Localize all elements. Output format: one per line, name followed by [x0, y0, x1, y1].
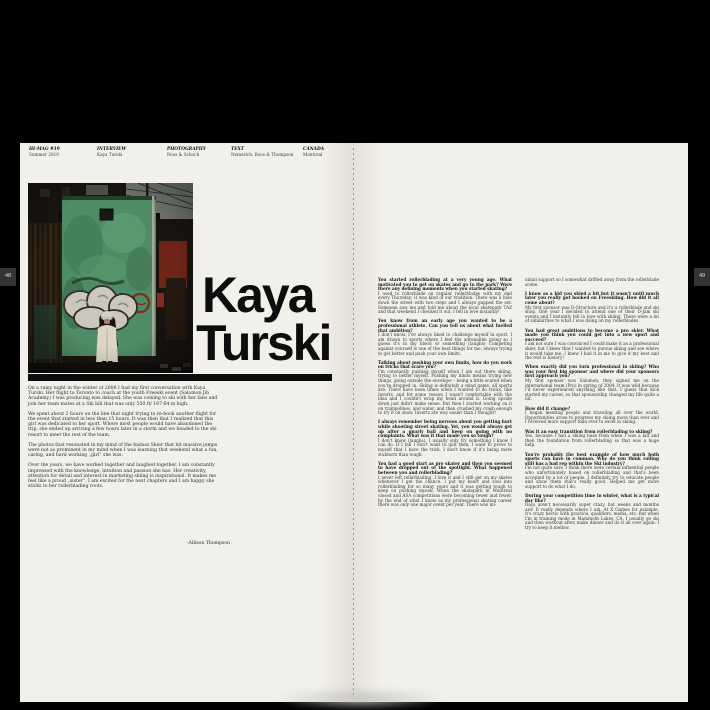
alley-graffiti-photo-illustration [28, 183, 193, 373]
intro-paragraph: The photos that resonated in my mind of the badass Skier that hit massive jumps were not as prominent in my mind when I was learning that weekend what a fun, caring, and hard working „girl“ she was. [28, 442, 218, 459]
qa-block [525, 292, 659, 324]
qa-block [525, 494, 659, 531]
credit-column [303, 147, 375, 157]
credit-column [97, 147, 169, 157]
magazine-spread [20, 143, 688, 702]
qa-block [378, 319, 512, 356]
interview-answer: I don't know (laughs). I usually only try something I know I can do. If I fall I don't want to quit then, I want to prove to myself that I have the trick. I don't know if it's being more stubborn than tough. [378, 437, 512, 457]
interview-answer: Days aren't necessarily super crazy, but weeks and months are! It really depends where I am. At X Games for example, it's crazy hectic with practice, qualifiers, media, etc. But when I'm in training mode in Mammoth Lakes, CA, I usually go ski and then workout after, make dinner and do it all over again. I try to keep it mellow. [525, 502, 659, 531]
intro-paragraph: Over the years, we have worked together and laughed together. I am constantly impressed with the knowledge, intuition and passion she has. Her creativity, attention for detail and interest in marketing skiing is inspirational. It makes me feel like a proud „sister“. I am excited for the next chapters and I am happy she sticks to her rollerblading roots. [28, 463, 217, 490]
qa-block [525, 278, 659, 287]
interview-answer: nimal support so I somewhat drifted away from the rollerblade scene. [525, 277, 659, 287]
credit-label: PHOTOGRAPHY [167, 147, 206, 152]
interview-answer: I don't know. I've always liked to challenge myself in sport. I am drawn to sports where I feel the adrenaline going so I guess it's in my blood or something (laughs) Competing against yourself is one of the best things for me, always trying to get better and push your own limits. [378, 332, 512, 356]
credit-value: Summer 2010 [29, 152, 59, 157]
interview-question: I know as a kid you skied a bit but it wasn't until much later you really got hooked on Freeskiing. How did it all come about? [525, 290, 659, 305]
qa-block [525, 430, 659, 448]
interview-answer: I am not sure I was convinced I could make it as a professional skier, but I knew that I wanted to pursue skiing and see where it would take me. I knew I had it in me to give it my best and the rest is history! [525, 341, 659, 361]
qa-block [525, 365, 659, 402]
interview-answer: My first sponsor was D-Structure and it's a rollerblade and ski shop. One year I decided to attend one of their D-Jam ski events and I instantly fell in love with skiing. There were a lot of similarities to what I was doing on my rollerblades. [525, 304, 659, 324]
interview-answer: I'm constantly pushing myself when I am out there skiing, trying to better myself. Pushing my limits means trying new things, going outside the envelope – being a little scared when you're dropped in. Skiing is definitely a mind game, all sports are. There have been times when I wanted to do tricks, like inverts, and for some reason I wasn't comfortable with the idea and I couldn't wrap my head around it. Going upside down just didn't make sense. But then I started working on it on trampolines, and water, and then crushed my crash enough to try it on snow. Inverts are way easier than I thought! [378, 368, 512, 416]
qa-block [378, 278, 512, 315]
credit-value: Roos & Schoch [167, 152, 200, 157]
qa-block [525, 329, 659, 361]
interview-answer: I began meeting people and traveling all over the world. Opportunities arose to progress my skiing more than ever and I received more support than ever to excel in skiing. [525, 410, 659, 425]
interview-answer: I'm not quite sure. I think there were certain influential people who unfortunately based on rollerblading and that's been accepted by a lot of people. I definitely try to educate people and show them that's really good. Helped me get more support to do what I do. [525, 465, 659, 489]
title-underline-rule [28, 374, 332, 381]
interview-question: You know from an early age you wanted to be a professional athlete. Can you tell us about what fuelled that ambition? [378, 318, 512, 333]
interview-question: When exactly did you turn professional in skiing? Who was your first big sponsor and where did your sponsors first approach you? [525, 364, 659, 379]
interview-question: During your competition time in winter, what is a typical day like? [525, 492, 659, 503]
credit-column [29, 147, 101, 157]
credit-value: Kaya Turski [97, 152, 123, 157]
interview-question: Was it an easy transition from rollerblading to skiing? [525, 428, 653, 434]
interview-answer: Yes, because I had a skiing base from when I was a kid and then the foundation from rollerblading so that was a huge help. [525, 433, 659, 448]
credit-value: Montreal [303, 152, 323, 157]
page-fold-line [353, 148, 354, 697]
intro-paragraph: We spent about 2 hours on the line that night trying to re-book another flight for the event that started in less than 15 hours. It was then that I realized that this girl was dedicated to her sport. Where most people would have abandoned the trip, she ended up arriving a few hours later in a storm and we headed to the ski resort to meet the rest of the team. [28, 411, 217, 438]
page-title-line2: Turski [196, 315, 331, 371]
interview-question: How did it change? [525, 405, 571, 411]
intro-paragraph: On a rainy night in the winter of 2008 I had my first conversation with Kaya Turski. Her flight to Toronto to coach at the youth Freeski event (Salomon Jib Academy) I was producing was delayed. She was coming to ski with her fans and join her team mates at a Ski hill that was only 550 ft/ 167.64 m high. [28, 386, 218, 407]
credit-label: INTERVIEW [97, 147, 127, 152]
interview-question: You're probably the best example of how much both sports can have in common. Why do you think rolling still has a bad rep within the Ski industry? [525, 451, 659, 466]
spine-reflection [272, 687, 448, 710]
page-title-line1: Kaya [202, 267, 314, 323]
credit-value: Nemerich, Roos & Thompson [231, 152, 294, 157]
page-number-tab-left: 48 [0, 268, 16, 286]
interview-column-1 [378, 278, 512, 512]
page-number-tab-right: 49 [694, 268, 710, 286]
credit-label: TEXT [231, 147, 245, 152]
alley-graffiti-photo [28, 183, 193, 373]
interview-answer: I used to rollerblade on regular rollerblades with my dad every Thursday; it was kind of our tradition. There was a hole down the street with two steps and I always gapped the set. Someone saw me and told me about the local skatepark TAZ and that weekend I checked it out. I fell in love instantly! [378, 290, 512, 315]
interview-answer: My first sponsor was Salomon; they signed me on the international team (Pro) in spring of 2004. It was wild because I'd never experienced anything like that. I guess that kick started my career, so that sponsorship changed my life quite a bit. [525, 378, 659, 402]
qa-block [378, 462, 512, 508]
interview-question: Talking about pushing your own limits, how do you work on tricks that scare you? [378, 359, 512, 370]
interview-column-2 [525, 278, 659, 535]
interview-answer: I never left rollerblading. I love it and I still get on my skates whenever I get the chance. I put my heart and soul into rollerblading for so many years and it was getting tough to keep on pushing myself. When the skatepark in Montreal closed and ASA competitions were becoming fewer and fewer, by the end of what I knew as my professional skating career there was only one major event per year. There was mi- [378, 474, 512, 508]
interview-question: You had a good start as pro skater and then you seemed to have dropped out of the spotlight. What happened between you and rollerblading? [378, 460, 512, 475]
credit-label: CANADA [303, 147, 325, 152]
interview-question: I always remember being nervous about you getting hurt while shooting street skating. Yet, you would always get up after a gnarly bail and keep on going with no complaints. What was it that made you so tough? [378, 419, 512, 439]
qa-block [378, 361, 512, 416]
intro-byline: -Allison Thompson [187, 541, 230, 546]
qa-block [378, 420, 512, 457]
credit-column [167, 147, 239, 157]
qa-block [525, 407, 659, 425]
qa-block [525, 453, 659, 490]
credit-label: HI-MAG #19 [29, 147, 60, 152]
intro-text [28, 386, 222, 494]
credit-column [231, 147, 303, 157]
interview-question: You had great ambitions to become a pro skier. What made you think you could get into a new sport and succeed? [525, 327, 659, 342]
interview-question: You started rollerblading at a very young age. What motivated you to get on skates and go to the park? Were there any defining moments when you started skating? [378, 277, 512, 292]
